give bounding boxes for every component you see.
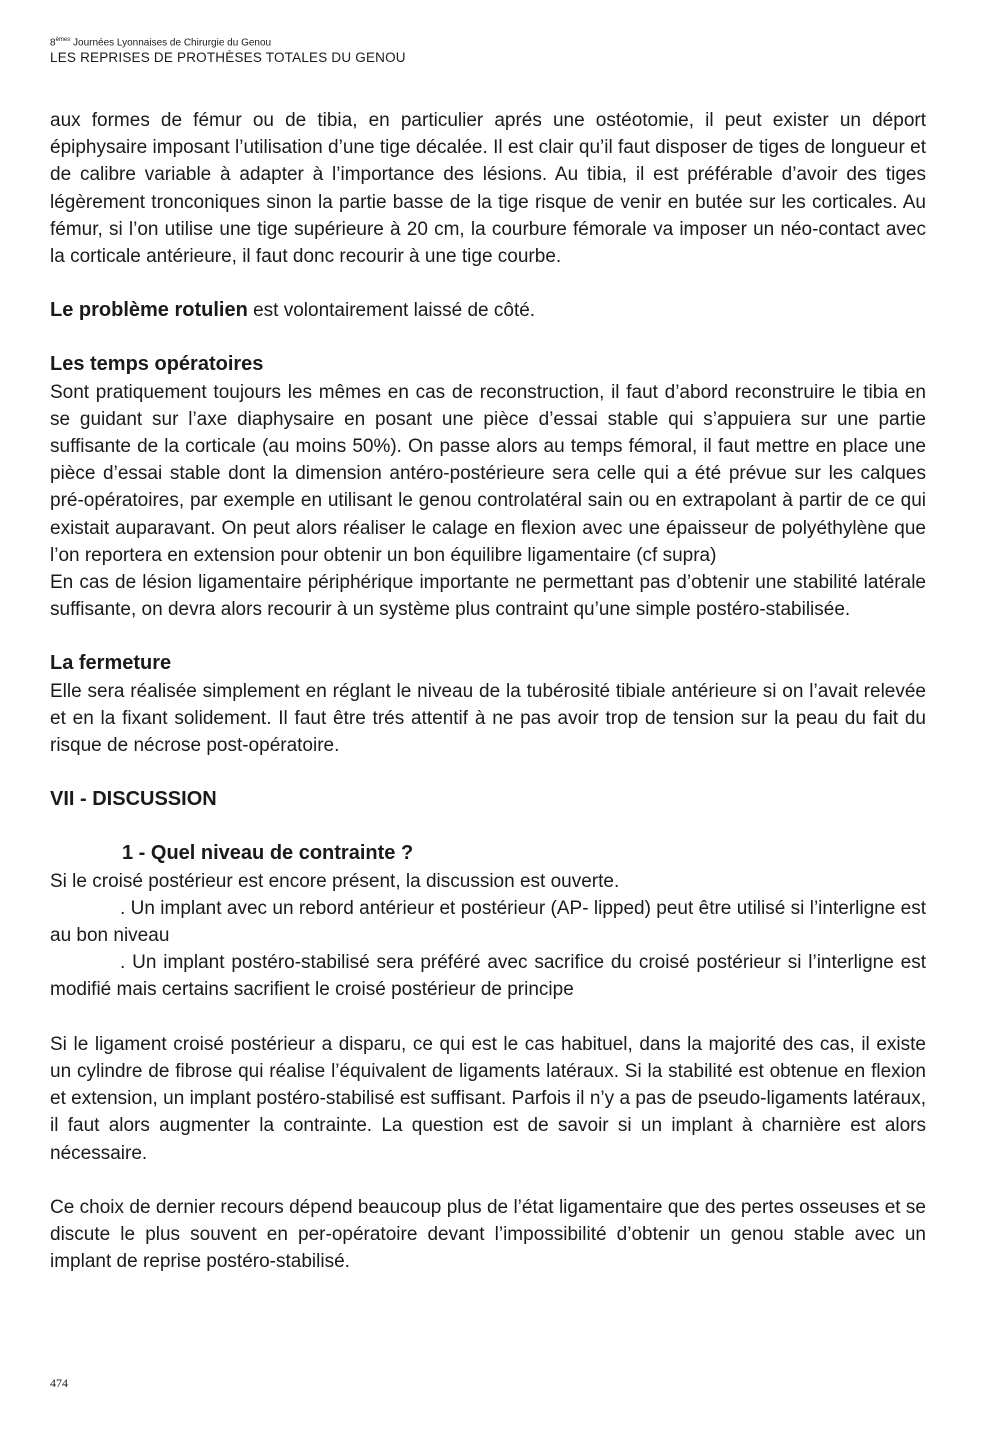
paragraph-contrainte-intro: Si le croisé postérieur est encore présent, la discussion est ouverte. xyxy=(50,870,620,892)
paragraph-temps-2: En cas de lésion ligamentaire périphérique importante ne permettant pas d’obtenir une stabilité latérale suffisante, on devra alors recourir à un système plus contraint qu’une simple postéro-stabilisée. xyxy=(50,572,926,621)
section-heading-discussion: VII - DISCUSSION xyxy=(50,788,217,811)
book-title: LES REPRISES DE PROTHÈSES TOTALES DU GENOU xyxy=(50,50,406,66)
section-heading-fermeture: La fermeture xyxy=(50,652,172,675)
paragraph-temps-1: Sont pratiquement toujours les mêmes en cas de reconstruction, il faut d’abord reconstruire le tibia en se guidant sur l’axe diaphysaire en posant une pièce d’essai stable qui s’appuiera sur une partie suffisante de la corticale (au moins 50%). On passe alors au temps fémoral, il faut mettre en place une pièce d’essai stable dont la dimension antéro-postérieure sera celle qui a été prévue sur les calques pré-opératoires, par exemple en utilisant le genou controlatéral sain ou en extrapolant à partir de ce qui existait auparavant. On peut alors réaliser le calage en flexion avec une épaisseur de polyéthylène que l’on reportera en extension pour obtenir un bon équilibre ligamentaire (cf supra) xyxy=(50,381,926,566)
rotulien-text: est volontairement laissé de côté. xyxy=(247,300,536,322)
page-body xyxy=(50,107,926,1275)
section-heading-temps: Les temps opératoires xyxy=(50,353,264,376)
paragraph-rotulien xyxy=(50,297,926,324)
conference-ordinal: 8 xyxy=(50,37,56,49)
paragraph-fermeture: Elle sera réalisée simplement en réglant le niveau de la tubérosité tibiale antérieure si on l’avait relevée et en la fixant solidement. Il faut être trés attentif à ne pas avoir trop de tension sur la peau du fait du risque de nécrose post-opératoire. xyxy=(50,680,926,757)
rotulien-bold-lead: Le problème rotulien xyxy=(50,299,248,322)
page-number: 474 xyxy=(50,1376,68,1390)
list-item-postero-stabilise: . Un implant postéro-stabilisé sera préféré avec sacrifice du croisé postérieur si l’interligne est modifié mais certains sacrifient le croisé postérieur de principe xyxy=(50,952,926,1001)
conference-title: Journées Lyonnaises de Chirurgie du Genou xyxy=(70,37,272,49)
paragraph-lcp-disparu: Si le ligament croisé postérieur a disparu, ce qui est le cas habituel, dans la majorité des cas, il existe un cylindre de fibrose qui réalise l’équivalent de ligaments latéraux. Si la stabilité est obtenue en flexion et extension, un implant postéro-stabilisé est suffisant. Parfois il n’y a pas de pseudo-ligaments latéraux, il faut alors augmenter la contrainte. La question est de savoir si un implant à charnière est alors nécessaire. xyxy=(50,1033,926,1164)
conference-ordinal-suffix: èmes xyxy=(55,37,71,43)
subsection-heading-contrainte: 1 - Quel niveau de contrainte ? xyxy=(122,842,414,865)
paragraph-stems: aux formes de fémur ou de tibia, en particulier aprés une ostéotomie, il peut exister un déport épiphysaire imposant l’utilisation d’une tige décalée. Il est clair qu’il faut disposer de tiges de longueur et de calibre variable à adapter à l’importance des lésions. Au tibia, il est préférable d’avoir des tiges légèrement tronconiques sinon la partie basse de la tige risque de venir en butée sur les corticales. Au fémur, si l’on utilise une tige supérieure à 20 cm, la courbure fémorale va imposer un néo-contact avec la corticale antérieure, il faut donc recourir à une tige courbe. xyxy=(50,110,926,268)
paragraph-dernier-recours: Ce choix de dernier recours dépend beaucoup plus de l’état ligamentaire que des pertes osseuses et se discute le plus souvent en per-opératoire devant l’impossibilité d’obtenir un genou stable avec un implant de reprise postéro-stabilisé. xyxy=(50,1196,926,1273)
conference-name xyxy=(50,34,926,49)
running-header xyxy=(50,34,926,66)
list-item-ap-lipped: . Un implant avec un rebord antérieur et postérieur (AP- lipped) peut être utilisé si l’interligne est au bon niveau xyxy=(50,897,926,947)
